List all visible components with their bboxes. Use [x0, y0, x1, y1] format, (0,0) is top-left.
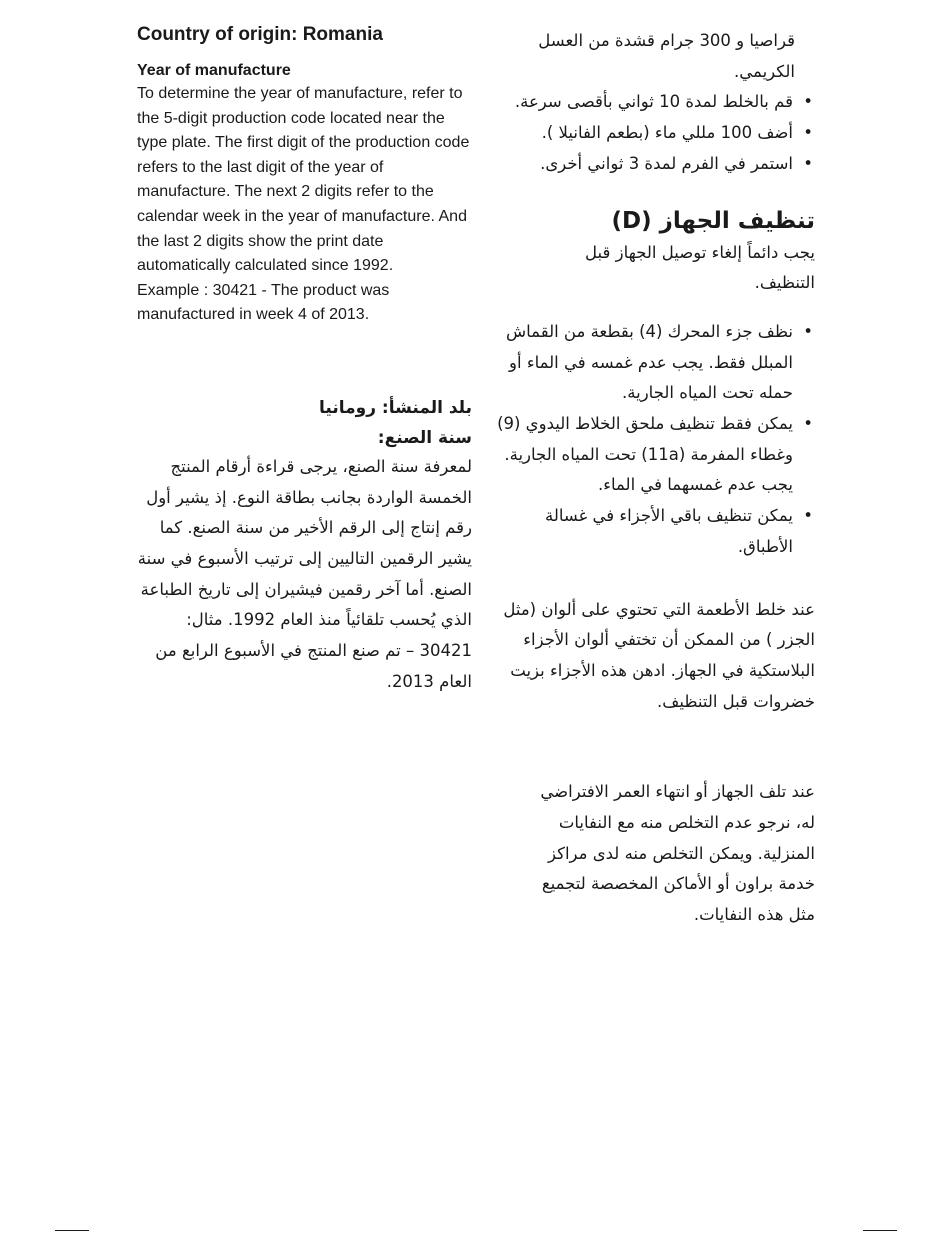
footer-rule-left	[55, 1230, 89, 1231]
country-of-origin-title: Country of origin: Romania	[137, 24, 383, 45]
recipe-step: • أضف 100 مللي ماء (بطعم الفانيلا ).	[497, 118, 815, 149]
right-column	[497, 26, 815, 931]
footer-rule-right	[863, 1230, 897, 1231]
cleaning-intro: يجب دائماً إلغاء توصيل الجهاز قبل التنظيف.	[585, 242, 815, 293]
cleaning-heading: تنظيف الجهاز (D)	[611, 207, 815, 234]
recipe-steps-section	[497, 26, 815, 180]
year-of-manufacture-text: To determine the year of manufacture, refer to the 5-digit production code located near the type plate. The first digit of the production code refers to the last digit of the year of manufacture. The next 2 digits refer to the calendar week in the year of manufacture. And the last 2 digits show the print date automatically calculated since 1992.	[137, 85, 470, 275]
cleaning-item: • نظف جزء المحرك (4) بقطعة من القماش المبلل فقط. يجب عدم غمسه في الماء أو حمله تحت المياه الجارية.	[497, 317, 815, 409]
year-of-manufacture-heading: Year of manufacture	[137, 62, 291, 79]
arabic-country-of-origin-title: بلد المنشأ: رومانيا	[319, 397, 472, 418]
disposal-section	[497, 777, 815, 931]
cleaning-item: • يمكن فقط تنظيف ملحق الخلاط اليدوي (9) وغطاء المفرمة (11a) تحت المياه الجارية. يجب عدم غمسهما في الماء.	[497, 409, 815, 501]
cleaning-item: • يمكن تنظيف باقي الأجزاء في غسالة الأطباق.	[497, 501, 815, 562]
cleaning-section	[497, 208, 815, 718]
cleaning-note: عند خلط الأطعمة التي تحتوي على ألوان (مثل الجزر ) من الممكن أن تختفي ألوان الأجزاء البلاستكية في الجهاز. ادهن هذه الأجزاء بزيت خضروات قبل التنظيف.	[503, 599, 815, 711]
recipe-continuation: قراصيا و 300 جرام قشدة من العسل الكريمي.	[538, 31, 795, 81]
english-origin-section	[137, 24, 472, 328]
recipe-step: • قم بالخلط لمدة 10 ثواني بأقصى سرعة.	[497, 87, 815, 118]
arabic-origin-section	[137, 398, 472, 698]
left-column	[137, 24, 472, 698]
arabic-year-of-manufacture-heading: سنة الصنع:	[377, 427, 472, 448]
recipe-step: • استمر في الفرم لمدة 3 ثواني أخرى.	[497, 149, 815, 180]
arabic-year-of-manufacture-text: لمعرفة سنة الصنع، يرجى قراءة أرقام المنتج الخمسة الواردة بجانب بطاقة النوع. إذ يشير أول رقم إنتاج إلى الرقم الأخير من سنة الصنع. كما يشير الرقمين التاليين إلى ترتيب الأسبوع في سنة الصنع. أما آخر رقمين فيشيران إلى تاريخ الطباعة الذي يُحسب تلقائياً منذ العام 1992. مثال: 30421 – تم صنع المنتج في الأسبوع الرابع من العام 2013.	[137, 456, 472, 691]
year-of-manufacture-example: Example : 30421 - The product was manufactured in week 4 of 2013.	[137, 281, 390, 324]
disposal-text: عند تلف الجهاز أو انتهاء العمر الافتراضي له، نرجو عدم التخلص منه مع النفايات المنزلية. ويمكن التخلص منه لدى مراكز خدمة براون أو الأماكن المخصصة لتجميع مثل هذه النفايات.	[540, 782, 815, 925]
